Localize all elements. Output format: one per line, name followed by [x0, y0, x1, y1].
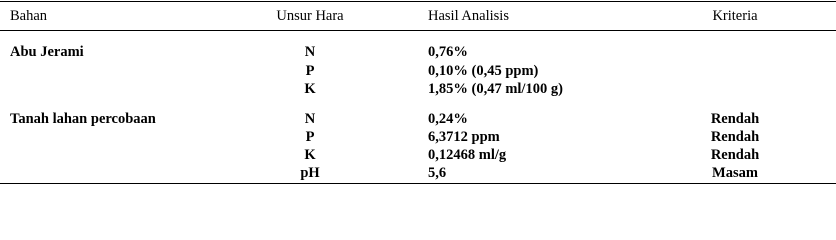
header-kriteria: Kriteria: [712, 8, 758, 24]
unsur-cell: N: [304, 111, 316, 127]
kriteria-cell: Rendah: [710, 129, 760, 145]
table-top-rule: [0, 1, 836, 2]
unsur-cell: P: [305, 129, 315, 145]
header-unsur-hara: Unsur Hara: [276, 8, 344, 24]
kriteria-cell: Rendah: [710, 147, 760, 163]
hasil-cell: 5,6: [428, 165, 447, 181]
bahan-cell: Abu Jerami: [10, 44, 84, 60]
bahan-cell: Tanah lahan percobaan: [10, 111, 156, 127]
hasil-cell: 0,76%: [428, 44, 468, 60]
unsur-cell: K: [304, 81, 316, 97]
unsur-cell: pH: [300, 165, 320, 181]
hasil-cell: 0,10% (0,45 ppm): [428, 63, 539, 79]
unsur-cell: P: [305, 63, 315, 79]
hasil-cell: 1,85% (0,47 ml/100 g): [428, 81, 563, 97]
table-bottom-rule: [0, 183, 836, 184]
table-header-rule: [0, 30, 836, 31]
hasil-cell: 6,3712 ppm: [428, 129, 500, 145]
hasil-cell: 0,24%: [428, 111, 468, 127]
hasil-cell: 0,12468 ml/g: [428, 147, 507, 163]
unsur-cell: N: [304, 44, 316, 60]
kriteria-cell: Masam: [712, 165, 758, 181]
header-bahan: Bahan: [10, 8, 48, 24]
header-hasil-analisis: Hasil Analisis: [428, 8, 509, 24]
unsur-cell: K: [304, 147, 316, 163]
kriteria-cell: Rendah: [710, 111, 760, 127]
